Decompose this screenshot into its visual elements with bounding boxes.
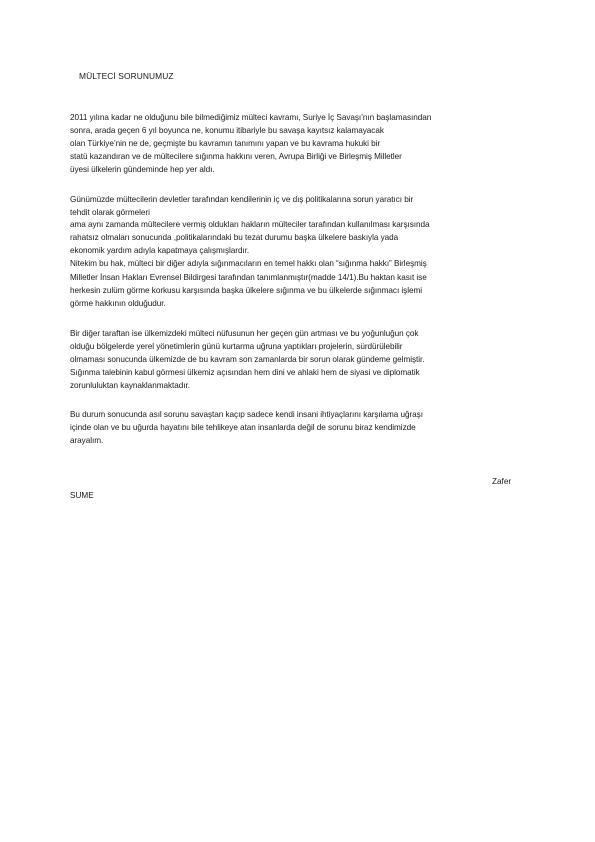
paragraph-4-line-1: Bu durum sonucunda asıl sorunu savaştan kaçıp sadece kendi insani ihtiyaçlarını karşılama uğraşı <box>70 410 423 419</box>
paragraph-3-line-4: Sığınma talebinin kabul görmesi ülkemiz açısından hem dini ve ahlaki hem de siyasi ve diplomatik <box>70 368 420 377</box>
paragraph-1-line-2: sonra, arada geçen 6 yıl boyunca ne, konumu itibariyle bu savaşa kayıtsız kalamayacak <box>70 126 384 135</box>
paragraph-3-line-2: olduğu bölgelerde yerel yönetimlerin günü kurtarma uğruna yaptıkları projelerin, sürdürülebilir <box>70 342 403 351</box>
paragraph-2-line-4: rahatsız olmaları sonucunda ,politikalarındaki bu tezat durumu başka ülkelere baskıyla yada <box>70 233 399 242</box>
paragraph-2-line-2: tehdit olarak görmeleri <box>70 208 150 217</box>
document-title: MÜLTECİ SORUNUMUZ <box>79 71 174 81</box>
paragraph-2-line-8: herkesin zulüm görme korkusu karşısında başka ülkelere sığınma ve bu ülkelerde sığınmacı işlemi <box>70 286 423 295</box>
paragraph-3-line-5: zorunluluktan kaynaklanmaktadır. <box>70 381 190 390</box>
paragraph-2-line-3: ama aynı zamanda mültecilere vermiş oldukları hakların mülteciler tarafından kullanılması karşısında <box>70 220 430 229</box>
paragraph-2-line-5: ekonomik yardım adıyla kapatmaya çalışmışlardır. <box>70 246 250 255</box>
paragraph-2-line-1: Günümüzde mültecilerin devletler tarafından kendilerinin iç ve dış politikalarına sorun yaratıcı bir <box>70 195 414 204</box>
paragraph-3-line-3: olmaması sonucunda ülkemizde de bu kavram son zamanlarda bir sorun olarak gündeme gelmiştir. <box>70 355 425 364</box>
paragraph-1-line-4: statü kazandıran ve de mültecilere sığınma hakkını veren, Avrupa Birliği ve Birleşmiş Milletler <box>70 152 402 161</box>
paragraph-3-line-1: Bir diğer taraftan ise ülkemizdeki mülteci nüfusunun her geçen gün artması ve bu yoğunluğun çok <box>70 329 419 338</box>
paragraph-2-line-7: Milletler İnsan Hakları Evrensel Bildirgesi tarafından tanımlanmıştır(madde 14/1).Bu haktan kasıt ise <box>70 273 427 282</box>
paragraph-1-line-3: olan Türkiye’nin ne de, geçmişte bu kavramın tanımını yapan ve bu kavrama hukuki bir <box>70 139 381 148</box>
paragraph-4-line-2: içinde olan ve bu uğurda hayatını bile tehlikeye atan insanlarda değil de sorunu biraz kendimizde <box>70 423 416 432</box>
paragraph-2-line-6: Nitekim bu hak, mülteci bir diğer adıyla sığınmacıların en temel hakkı olan “sığınma hakkı” Birleşmiş <box>70 259 427 268</box>
signature-last-name: SUME <box>70 491 94 500</box>
paragraph-1-line-1: 2011 yılına kadar ne olduğunu bile bilmediğimiz mülteci kavramı, Suriye İç Savaşı’nın başlamasından <box>70 113 432 122</box>
paragraph-1-line-5: üyesi ülkelerin gündeminde hep yer aldı. <box>70 165 215 174</box>
paragraph-2-line-9: görme hakkının olduğudur. <box>70 299 166 308</box>
paragraph-4-line-3: arayalım. <box>70 436 104 445</box>
signature-first-name: Zafer <box>492 477 512 486</box>
